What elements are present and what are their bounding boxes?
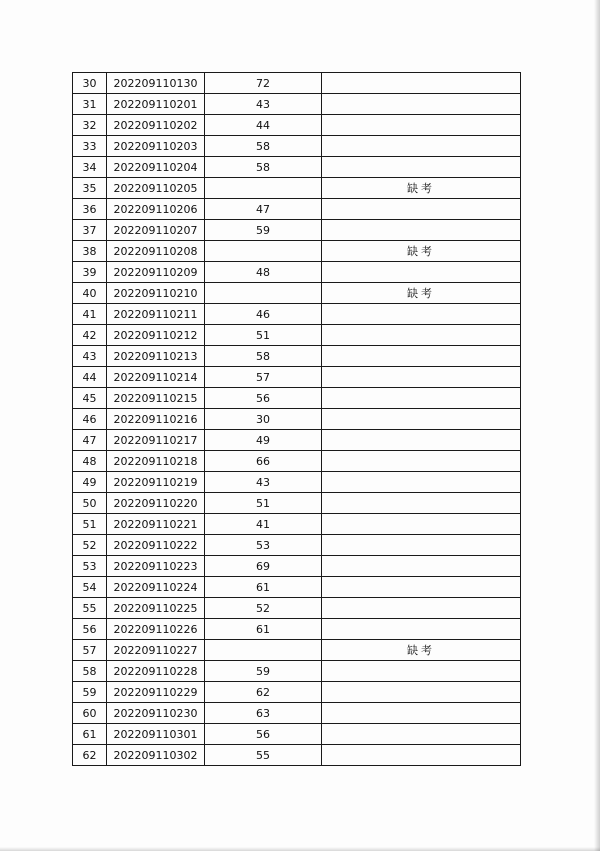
note-cell <box>322 304 521 325</box>
table-row <box>73 346 521 367</box>
note-cell <box>322 199 521 220</box>
exam-id-cell: 202209110230 <box>107 703 205 724</box>
table-row <box>73 577 521 598</box>
table-row <box>73 640 521 661</box>
note-cell <box>322 535 521 556</box>
table-row <box>73 283 521 304</box>
row-number-cell: 55 <box>73 598 107 619</box>
score-table-body <box>73 73 521 766</box>
table-row <box>73 430 521 451</box>
row-number-cell: 62 <box>73 745 107 766</box>
score-cell: 69 <box>205 556 322 577</box>
note-cell <box>322 703 521 724</box>
score-cell: 61 <box>205 577 322 598</box>
score-cell: 56 <box>205 724 322 745</box>
table-row <box>73 220 521 241</box>
table-row <box>73 388 521 409</box>
row-number-cell: 39 <box>73 262 107 283</box>
exam-id-cell: 202209110211 <box>107 304 205 325</box>
exam-id-cell: 202209110227 <box>107 640 205 661</box>
table-row <box>73 115 521 136</box>
exam-id-cell: 202209110301 <box>107 724 205 745</box>
table-row <box>73 535 521 556</box>
row-number-cell: 41 <box>73 304 107 325</box>
score-cell <box>205 178 322 199</box>
score-table <box>72 72 521 766</box>
table-row <box>73 304 521 325</box>
note-cell: 缺考 <box>322 178 521 199</box>
table-row <box>73 157 521 178</box>
exam-id-cell: 202209110213 <box>107 346 205 367</box>
exam-id-cell: 202209110212 <box>107 325 205 346</box>
row-number-cell: 47 <box>73 430 107 451</box>
table-row <box>73 241 521 262</box>
score-cell: 53 <box>205 535 322 556</box>
exam-id-cell: 202209110204 <box>107 157 205 178</box>
exam-id-cell: 202209110302 <box>107 745 205 766</box>
row-number-cell: 50 <box>73 493 107 514</box>
exam-id-cell: 202209110228 <box>107 661 205 682</box>
note-cell <box>322 262 521 283</box>
note-cell <box>322 514 521 535</box>
note-cell <box>322 346 521 367</box>
row-number-cell: 31 <box>73 94 107 115</box>
table-row <box>73 94 521 115</box>
score-cell: 51 <box>205 493 322 514</box>
exam-id-cell: 202209110214 <box>107 367 205 388</box>
score-cell: 72 <box>205 73 322 94</box>
score-cell: 43 <box>205 472 322 493</box>
row-number-cell: 43 <box>73 346 107 367</box>
table-row <box>73 619 521 640</box>
score-cell: 51 <box>205 325 322 346</box>
exam-id-cell: 202209110222 <box>107 535 205 556</box>
score-cell <box>205 640 322 661</box>
exam-id-cell: 202209110208 <box>107 241 205 262</box>
exam-id-cell: 202209110215 <box>107 388 205 409</box>
score-cell: 55 <box>205 745 322 766</box>
score-cell: 52 <box>205 598 322 619</box>
row-number-cell: 33 <box>73 136 107 157</box>
row-number-cell: 32 <box>73 115 107 136</box>
row-number-cell: 44 <box>73 367 107 388</box>
table-row <box>73 703 521 724</box>
score-cell <box>205 241 322 262</box>
score-cell: 63 <box>205 703 322 724</box>
table-row <box>73 178 521 199</box>
exam-id-cell: 202209110224 <box>107 577 205 598</box>
row-number-cell: 54 <box>73 577 107 598</box>
note-cell <box>322 367 521 388</box>
exam-id-cell: 202209110220 <box>107 493 205 514</box>
note-cell <box>322 556 521 577</box>
row-number-cell: 34 <box>73 157 107 178</box>
table-row <box>73 136 521 157</box>
score-cell: 59 <box>205 220 322 241</box>
row-number-cell: 40 <box>73 283 107 304</box>
table-row <box>73 409 521 430</box>
row-number-cell: 42 <box>73 325 107 346</box>
page-edge-shadow <box>594 0 600 851</box>
table-row <box>73 661 521 682</box>
note-cell <box>322 430 521 451</box>
score-cell: 43 <box>205 94 322 115</box>
note-cell <box>322 388 521 409</box>
score-cell: 59 <box>205 661 322 682</box>
note-cell <box>322 724 521 745</box>
table-row <box>73 262 521 283</box>
exam-id-cell: 202209110130 <box>107 73 205 94</box>
exam-id-cell: 202209110207 <box>107 220 205 241</box>
row-number-cell: 49 <box>73 472 107 493</box>
note-cell: 缺考 <box>322 640 521 661</box>
exam-id-cell: 202209110203 <box>107 136 205 157</box>
note-cell <box>322 598 521 619</box>
note-cell: 缺考 <box>322 241 521 262</box>
score-cell: 57 <box>205 367 322 388</box>
exam-id-cell: 202209110225 <box>107 598 205 619</box>
row-number-cell: 61 <box>73 724 107 745</box>
score-cell: 49 <box>205 430 322 451</box>
row-number-cell: 48 <box>73 451 107 472</box>
exam-id-cell: 202209110209 <box>107 262 205 283</box>
table-row <box>73 493 521 514</box>
note-cell <box>322 409 521 430</box>
exam-id-cell: 202209110216 <box>107 409 205 430</box>
row-number-cell: 58 <box>73 661 107 682</box>
page-bottom-edge <box>0 847 600 851</box>
table-row <box>73 451 521 472</box>
score-cell: 58 <box>205 157 322 178</box>
row-number-cell: 45 <box>73 388 107 409</box>
row-number-cell: 35 <box>73 178 107 199</box>
score-cell: 41 <box>205 514 322 535</box>
table-row <box>73 682 521 703</box>
row-number-cell: 60 <box>73 703 107 724</box>
exam-id-cell: 202209110223 <box>107 556 205 577</box>
score-cell: 48 <box>205 262 322 283</box>
table-row <box>73 472 521 493</box>
table-row <box>73 598 521 619</box>
score-cell: 30 <box>205 409 322 430</box>
score-cell: 58 <box>205 136 322 157</box>
exam-id-cell: 202209110218 <box>107 451 205 472</box>
note-cell <box>322 493 521 514</box>
score-cell: 56 <box>205 388 322 409</box>
row-number-cell: 52 <box>73 535 107 556</box>
note-cell <box>322 157 521 178</box>
exam-id-cell: 202209110219 <box>107 472 205 493</box>
row-number-cell: 38 <box>73 241 107 262</box>
exam-id-cell: 202209110217 <box>107 430 205 451</box>
table-row <box>73 199 521 220</box>
table-row <box>73 556 521 577</box>
table-row <box>73 367 521 388</box>
row-number-cell: 53 <box>73 556 107 577</box>
row-number-cell: 51 <box>73 514 107 535</box>
exam-id-cell: 202209110201 <box>107 94 205 115</box>
exam-id-cell: 202209110210 <box>107 283 205 304</box>
exam-id-cell: 202209110205 <box>107 178 205 199</box>
table-row <box>73 514 521 535</box>
note-cell <box>322 661 521 682</box>
score-cell: 47 <box>205 199 322 220</box>
score-cell: 44 <box>205 115 322 136</box>
exam-id-cell: 202209110221 <box>107 514 205 535</box>
note-cell <box>322 619 521 640</box>
table-row <box>73 73 521 94</box>
exam-id-cell: 202209110229 <box>107 682 205 703</box>
score-cell: 66 <box>205 451 322 472</box>
exam-id-cell: 202209110226 <box>107 619 205 640</box>
table-row <box>73 724 521 745</box>
row-number-cell: 37 <box>73 220 107 241</box>
note-cell <box>322 451 521 472</box>
note-cell <box>322 682 521 703</box>
score-cell: 58 <box>205 346 322 367</box>
note-cell <box>322 325 521 346</box>
row-number-cell: 59 <box>73 682 107 703</box>
row-number-cell: 30 <box>73 73 107 94</box>
score-cell: 61 <box>205 619 322 640</box>
exam-id-cell: 202209110202 <box>107 115 205 136</box>
note-cell <box>322 94 521 115</box>
exam-id-cell: 202209110206 <box>107 199 205 220</box>
row-number-cell: 46 <box>73 409 107 430</box>
note-cell <box>322 115 521 136</box>
note-cell <box>322 136 521 157</box>
note-cell <box>322 577 521 598</box>
note-cell <box>322 73 521 94</box>
note-cell <box>322 220 521 241</box>
table-row <box>73 745 521 766</box>
score-cell: 62 <box>205 682 322 703</box>
table-row <box>73 325 521 346</box>
row-number-cell: 36 <box>73 199 107 220</box>
score-cell: 46 <box>205 304 322 325</box>
row-number-cell: 57 <box>73 640 107 661</box>
note-cell <box>322 472 521 493</box>
row-number-cell: 56 <box>73 619 107 640</box>
note-cell: 缺考 <box>322 283 521 304</box>
note-cell <box>322 745 521 766</box>
score-cell <box>205 283 322 304</box>
